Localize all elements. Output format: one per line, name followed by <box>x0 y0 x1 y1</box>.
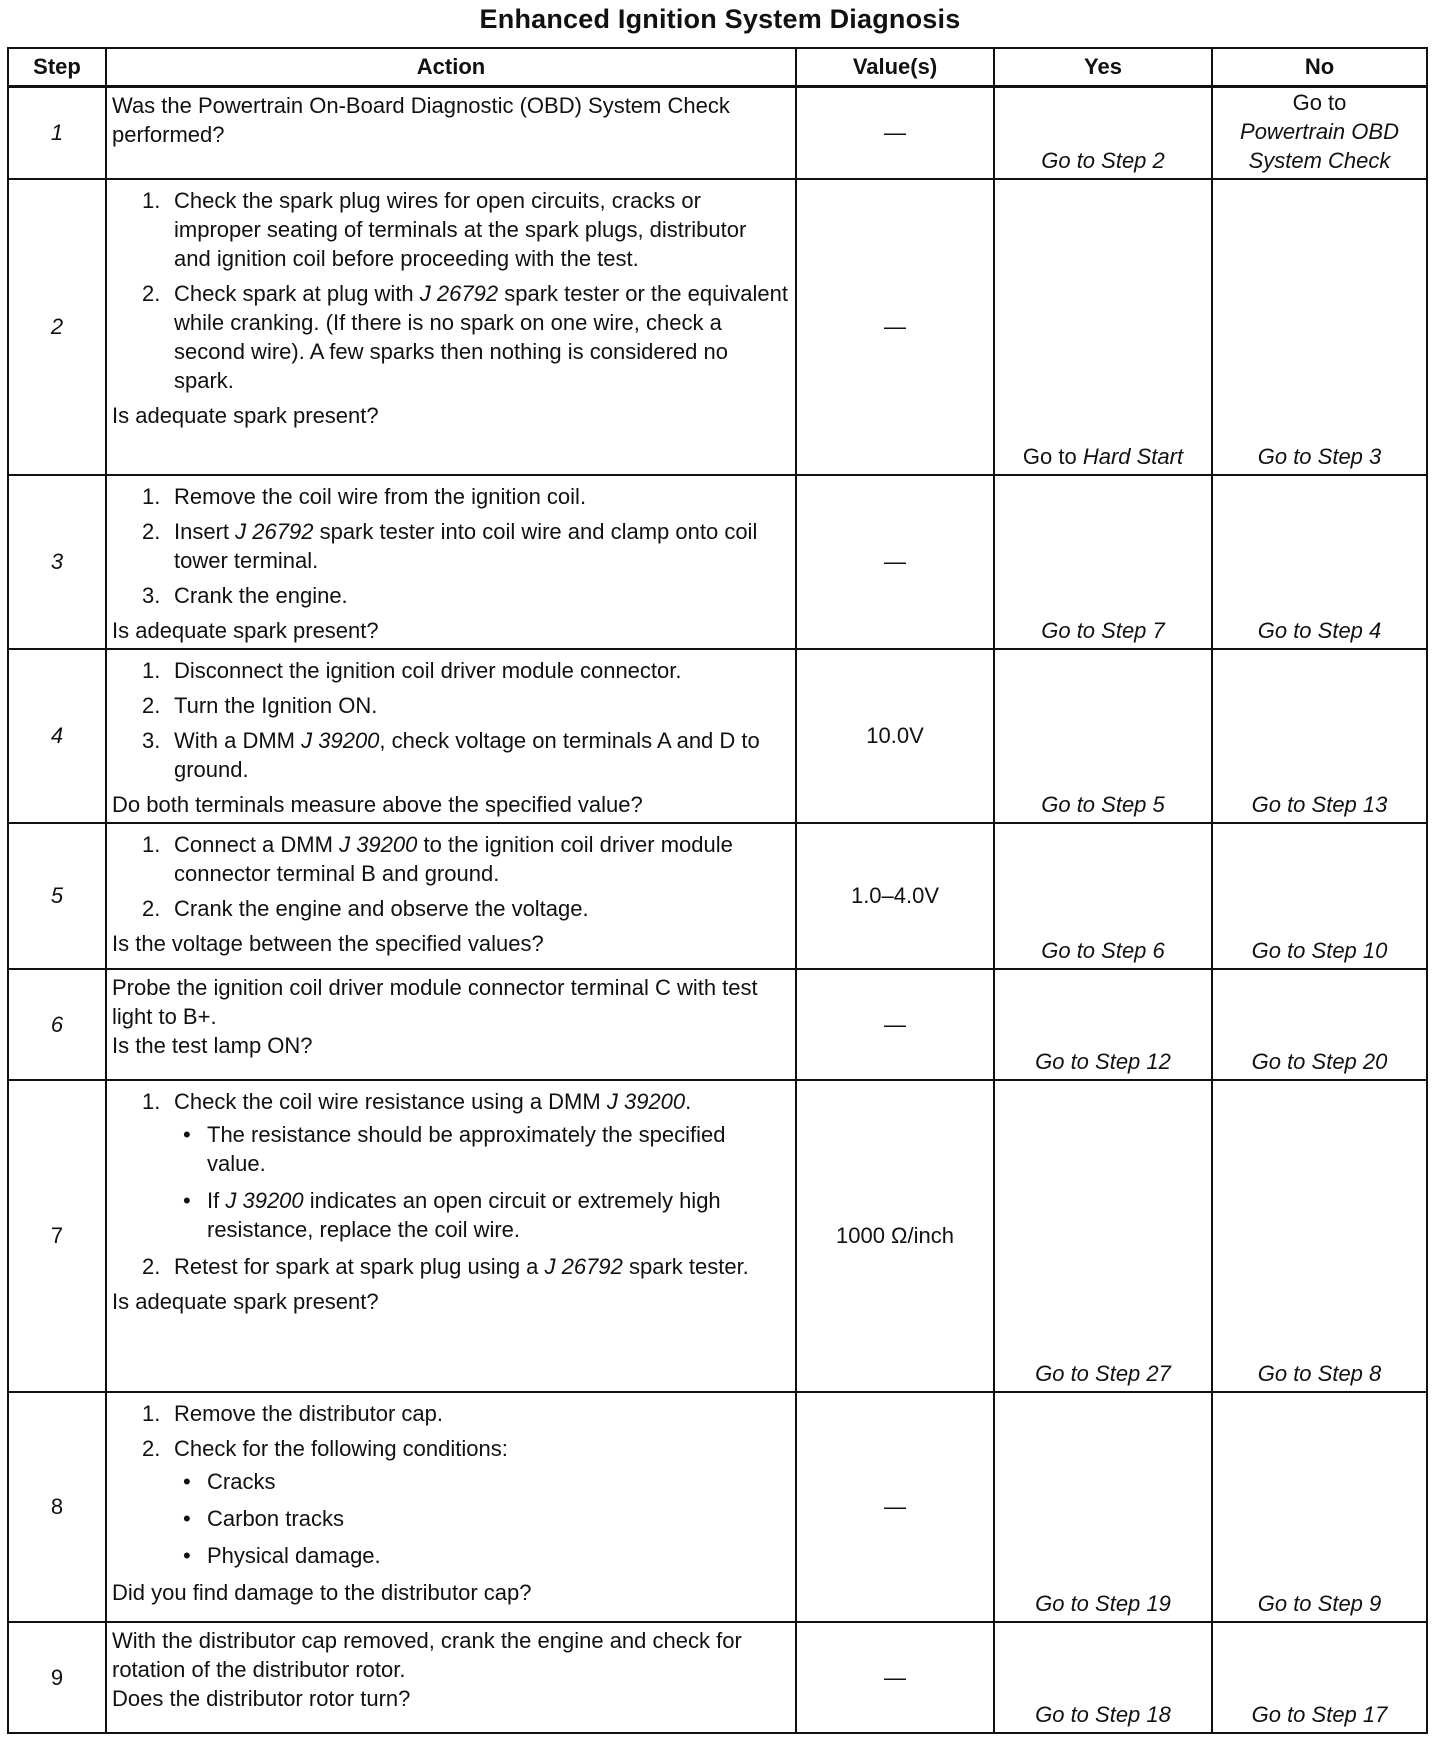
list-number: 2. <box>142 281 161 306</box>
bullet-item <box>174 1504 789 1533</box>
list-number: 1. <box>142 1401 161 1426</box>
list-text: Check the spark plug wires for open circuits, cracks or improper seating of terminals at the spark plugs, distributor and ignition coil before proceeding with the test. <box>174 188 747 271</box>
bullet-text: If <box>207 1188 220 1213</box>
yes-cell: Go to Step 18 <box>994 1622 1212 1733</box>
step-number: 6 <box>8 969 106 1080</box>
table-row <box>8 823 1427 969</box>
action-text: Was the Powertrain On-Board Diagnostic (OBD) System Check performed? <box>112 93 730 147</box>
list-text: Check the coil wire resistance using a DMM <box>174 1089 601 1114</box>
list-text: , check voltage on terminals A and D to ground. <box>174 728 760 782</box>
bullet-item <box>174 1467 789 1496</box>
header-values: Value(s) <box>796 48 994 87</box>
step-number: 2 <box>8 179 106 475</box>
tool-ref: J 39200 <box>606 1089 686 1114</box>
value-cell: — <box>796 87 994 180</box>
diagnosis-table <box>7 47 1428 1734</box>
list-text: With a DMM <box>174 728 295 753</box>
yes-cell: Go to Step 27 <box>994 1080 1212 1392</box>
yes-cell: Go to Step 19 <box>994 1392 1212 1622</box>
list-text: Check spark at plug with <box>174 281 414 306</box>
page-title: Enhanced Ignition System Diagnosis <box>479 4 961 34</box>
question-text: Is the test lamp ON? <box>112 1033 313 1058</box>
no-cell: Go to Step 4 <box>1212 475 1427 649</box>
action-text: Probe the ignition coil driver module connector terminal C with test light to B+. <box>112 975 758 1029</box>
tool-ref: J 39200 <box>301 728 380 753</box>
no-cell: Go to Step 20 <box>1212 969 1427 1080</box>
table-row <box>8 649 1427 823</box>
tool-ref: J 26792 <box>235 519 314 544</box>
list-item <box>112 1399 789 1428</box>
no-link: Powertrain OBD System Check <box>1240 119 1399 173</box>
no-cell <box>1212 87 1427 180</box>
step-number: 4 <box>8 649 106 823</box>
action-cell <box>106 475 796 649</box>
value-cell: — <box>796 969 994 1080</box>
yes-cell: Go to Step 2 <box>994 87 1212 180</box>
action-list <box>112 186 789 395</box>
list-number: 2. <box>142 519 161 544</box>
action-list <box>112 1399 789 1570</box>
yes-cell <box>994 179 1212 475</box>
no-cell: Go to Step 10 <box>1212 823 1427 969</box>
list-item <box>112 581 789 610</box>
list-text: Crank the engine. <box>174 583 348 608</box>
list-item <box>112 279 789 395</box>
question-text: Is the voltage between the specified values? <box>112 931 544 956</box>
header-action: Action <box>106 48 796 87</box>
bullet-text: indicates an open circuit or extremely high resistance, replace the coil wire. <box>207 1188 721 1242</box>
bullet-item <box>174 1120 789 1178</box>
header-no: No <box>1212 48 1427 87</box>
step-number: 7 <box>8 1080 106 1392</box>
value-cell: — <box>796 1622 994 1733</box>
list-item <box>112 691 789 720</box>
list-number: 2. <box>142 1436 161 1461</box>
table-row <box>8 1392 1427 1622</box>
list-text: to the ignition coil driver module connector terminal B and ground. <box>174 832 733 886</box>
list-text: spark tester or the equivalent while cranking. (If there is no spark on one wire, check a second wire). A few sparks then nothing is considered no spark. <box>174 281 788 393</box>
list-text: Check for the following conditions: <box>174 1436 508 1461</box>
list-text: Remove the distributor cap. <box>174 1401 444 1426</box>
question-text: Is adequate spark present? <box>112 403 379 428</box>
list-number: 1. <box>142 1089 161 1114</box>
value-cell: — <box>796 1392 994 1622</box>
yes-link: Hard Start <box>1082 444 1184 469</box>
list-item <box>112 1252 789 1281</box>
bullet-text: Physical damage. <box>207 1543 381 1568</box>
bullet-list <box>174 1120 789 1244</box>
action-cell <box>106 179 796 475</box>
header-row <box>8 48 1427 87</box>
bullet-text: Cracks <box>207 1469 276 1494</box>
table-row <box>8 179 1427 475</box>
value-cell: 1000 Ω/inch <box>796 1080 994 1392</box>
step-number: 3 <box>8 475 106 649</box>
list-number: 1. <box>142 658 161 683</box>
bullet-item <box>174 1186 789 1244</box>
table-row <box>8 1622 1427 1733</box>
value-cell: 10.0V <box>796 649 994 823</box>
no-cell: Go to Step 17 <box>1212 1622 1427 1733</box>
list-text: spark tester. <box>628 1254 749 1279</box>
list-text: Connect a DMM <box>174 832 333 857</box>
tool-ref: J 26792 <box>544 1254 623 1279</box>
header-yes: Yes <box>994 48 1212 87</box>
yes-cell: Go to Step 12 <box>994 969 1212 1080</box>
list-text: Crank the engine and observe the voltage. <box>174 896 589 921</box>
table-row <box>8 1080 1427 1392</box>
table-row <box>8 475 1427 649</box>
list-item <box>112 726 789 784</box>
value-cell: 1.0–4.0V <box>796 823 994 969</box>
list-number: 2. <box>142 693 161 718</box>
step-number: 8 <box>8 1392 106 1622</box>
action-list <box>112 482 789 610</box>
table-row <box>8 87 1427 180</box>
no-cell: Go to Step 3 <box>1212 179 1427 475</box>
list-number: 3. <box>142 583 161 608</box>
list-number: 3. <box>142 728 161 753</box>
list-text: Insert <box>174 519 230 544</box>
list-item <box>112 482 789 511</box>
list-number: 1. <box>142 484 161 509</box>
list-number: 2. <box>142 896 161 921</box>
bullet-item <box>174 1541 789 1570</box>
no-prefix: Go to <box>1292 90 1347 115</box>
tool-ref: J 39200 <box>339 832 418 857</box>
list-text: . <box>685 1089 692 1114</box>
list-item <box>112 1434 789 1570</box>
bullet-text: Carbon tracks <box>207 1506 344 1531</box>
yes-prefix: Go to <box>1022 444 1077 469</box>
action-cell <box>106 649 796 823</box>
action-cell <box>106 1080 796 1392</box>
step-number: 5 <box>8 823 106 969</box>
list-text: spark tester into coil wire and clamp onto coil tower terminal. <box>174 519 758 573</box>
list-item <box>112 830 789 888</box>
action-cell <box>106 1392 796 1622</box>
list-text: Remove the coil wire from the ignition coil. <box>174 484 587 509</box>
list-text: Retest for spark at spark plug using a <box>174 1254 539 1279</box>
action-cell <box>106 969 796 1080</box>
action-cell <box>106 1622 796 1733</box>
list-text: Turn the Ignition ON. <box>174 693 378 718</box>
action-cell <box>106 87 796 180</box>
list-number: 1. <box>142 832 161 857</box>
bullet-list <box>174 1467 789 1570</box>
value-cell: — <box>796 475 994 649</box>
question-text: Do both terminals measure above the specified value? <box>112 792 643 817</box>
question-text: Is adequate spark present? <box>112 1289 379 1314</box>
list-text: Disconnect the ignition coil driver module connector. <box>174 658 682 683</box>
list-item <box>112 186 789 273</box>
tool-ref: J 39200 <box>225 1188 304 1213</box>
value-cell: — <box>796 179 994 475</box>
list-number: 2. <box>142 1254 161 1279</box>
list-item <box>112 656 789 685</box>
no-cell: Go to Step 9 <box>1212 1392 1427 1622</box>
action-text: With the distributor cap removed, crank the engine and check for rotation of the distributor rotor. <box>112 1628 742 1682</box>
list-number: 1. <box>142 188 161 213</box>
table-row <box>8 969 1427 1080</box>
yes-cell: Go to Step 7 <box>994 475 1212 649</box>
list-item <box>112 517 789 575</box>
question-text: Does the distributor rotor turn? <box>112 1686 411 1711</box>
action-list <box>112 830 789 923</box>
no-cell: Go to Step 13 <box>1212 649 1427 823</box>
list-item <box>112 894 789 923</box>
bullet-text: The resistance should be approximately the specified value. <box>207 1122 726 1176</box>
question-text: Did you find damage to the distributor cap? <box>112 1580 532 1605</box>
header-step: Step <box>8 48 106 87</box>
no-cell: Go to Step 8 <box>1212 1080 1427 1392</box>
step-number: 9 <box>8 1622 106 1733</box>
tool-ref: J 26792 <box>419 281 499 306</box>
list-item <box>112 1087 789 1244</box>
question-text: Is adequate spark present? <box>112 618 379 643</box>
action-list <box>112 656 789 784</box>
yes-cell: Go to Step 6 <box>994 823 1212 969</box>
action-list <box>112 1087 789 1281</box>
yes-cell: Go to Step 5 <box>994 649 1212 823</box>
action-cell <box>106 823 796 969</box>
step-number: 1 <box>8 87 106 180</box>
